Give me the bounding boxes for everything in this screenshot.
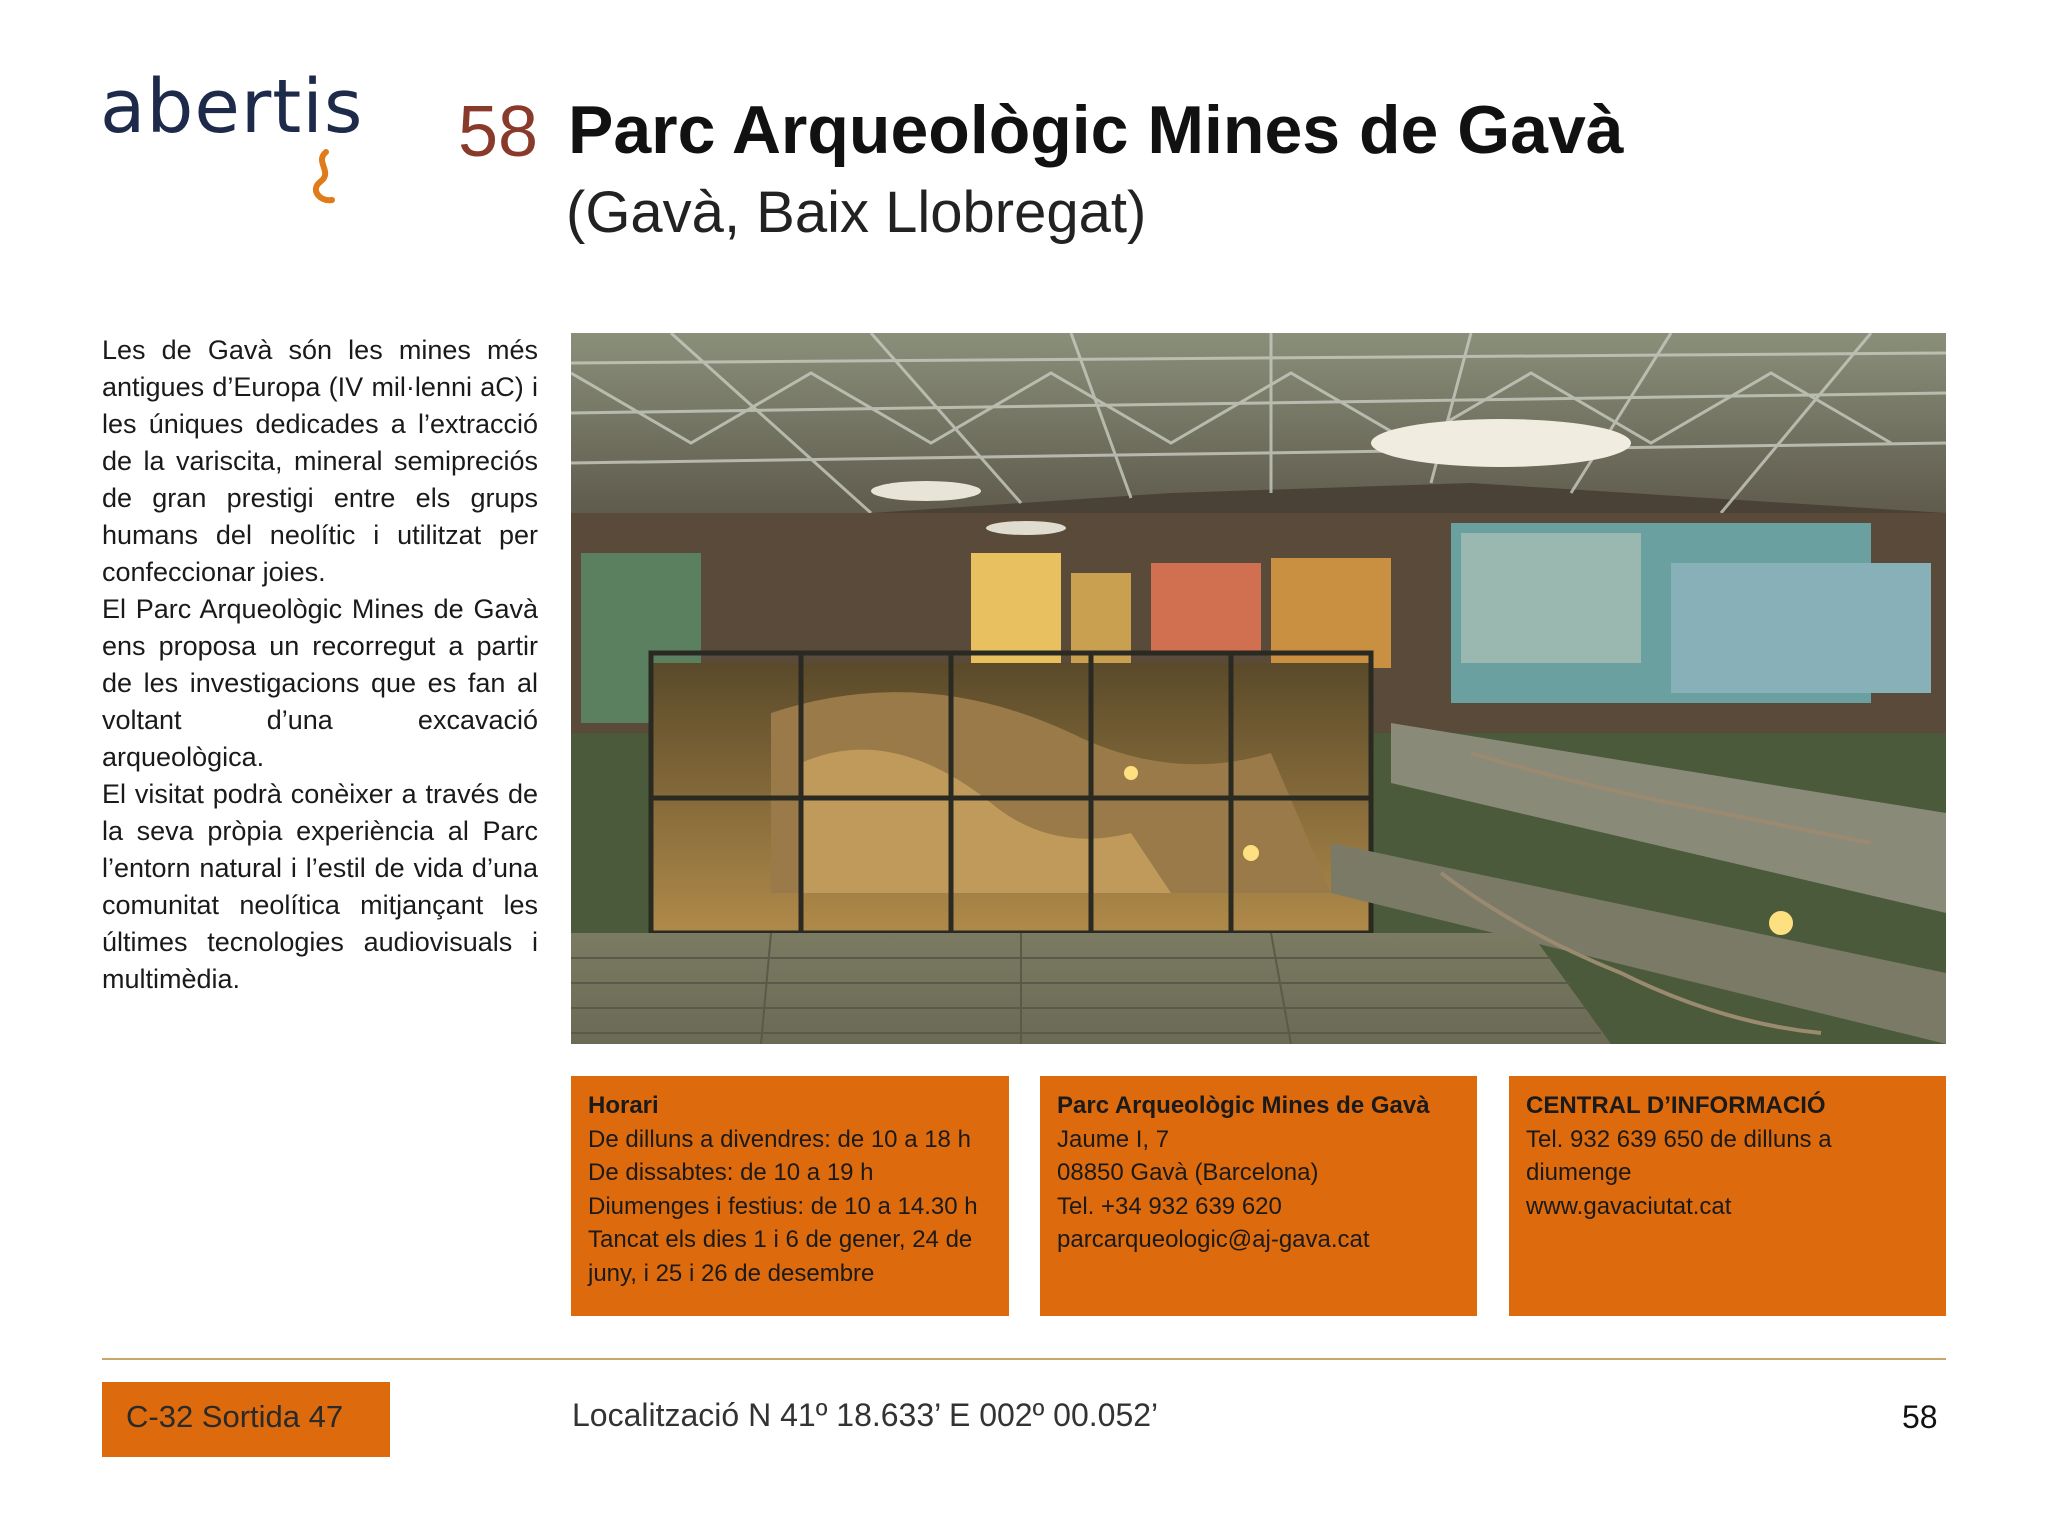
abertis-logo: [100, 64, 364, 200]
address-heading: Parc Arqueològic Mines de Gavà: [1057, 1092, 1430, 1119]
horari-line: De dissabtes: de 10 a 19 h: [588, 1159, 874, 1186]
page-title: Parc Arqueològic Mines de Gavà: [568, 92, 1624, 168]
entry-number: 58: [458, 92, 539, 172]
address-line: Jaume I, 7: [1057, 1125, 1170, 1153]
address-line: Tel. +34 932 639 620: [1057, 1192, 1282, 1220]
info-box-central: [1509, 1076, 1946, 1316]
address-line: 08850 Gavà (Barcelona): [1057, 1159, 1319, 1186]
museum-interior-photo: [571, 333, 1946, 1044]
horari-line: juny, i 25 i 26 de desembre: [588, 1259, 875, 1287]
location-coordinates: Localització N 41º 18.633’ E 002º 00.052’: [572, 1397, 1159, 1433]
info-box-address: [1040, 1076, 1477, 1316]
horari-line: De dilluns a divendres: de 10 a 18 h: [588, 1125, 971, 1153]
central-heading: CENTRAL D’INFORMACIÓ: [1526, 1092, 1826, 1119]
road-exit-tag: C-32 Sortida 47: [102, 1382, 390, 1457]
logo-wordmark: abertis: [100, 64, 364, 150]
page-subtitle: (Gavà, Baix Llobregat): [566, 180, 1147, 245]
central-line: diumenge: [1526, 1159, 1632, 1186]
horari-line: Diumenges i festius: de 10 a 14.30 h: [588, 1192, 978, 1220]
footer-divider: [102, 1358, 1946, 1360]
email-link[interactable]: parcarqueologic@aj-gava.cat: [1057, 1226, 1370, 1253]
description-paragraph: El Parc Arqueològic Mines de Gavà ens proposa un recorregut a partir de les investigacions que es fan al voltant d’una excavació arqueològica.: [102, 594, 538, 772]
description-paragraph: El visitat podrà conèixer a través de la seva pròpia experiència al Parc l’entorn natural i l’estil de vida d’una comunitat neolítica mitjançant les últimes tecnologies audiovisuals i multimèdia.: [102, 779, 538, 994]
page-number: 58: [1902, 1399, 1938, 1435]
horari-heading: Horari: [588, 1092, 659, 1119]
description-paragraph: Les de Gavà són les mines més antigues d’Europa (IV mil·lenni aC) i les úniques dedicades a l’extracció de la variscita, mineral semipreciós de gran prestigi entre els grups humans del neolític i utilitzat per confeccionar joies.: [102, 335, 538, 587]
description-text: [102, 332, 538, 998]
central-line: Tel. 932 639 650 de dilluns a: [1526, 1125, 1832, 1153]
website-link[interactable]: www.gavaciutat.cat: [1526, 1192, 1732, 1220]
logo-swirl-icon: [308, 148, 338, 208]
info-box-horari: [571, 1076, 1009, 1316]
horari-line: Tancat els dies 1 i 6 de gener, 24 de: [588, 1226, 973, 1253]
